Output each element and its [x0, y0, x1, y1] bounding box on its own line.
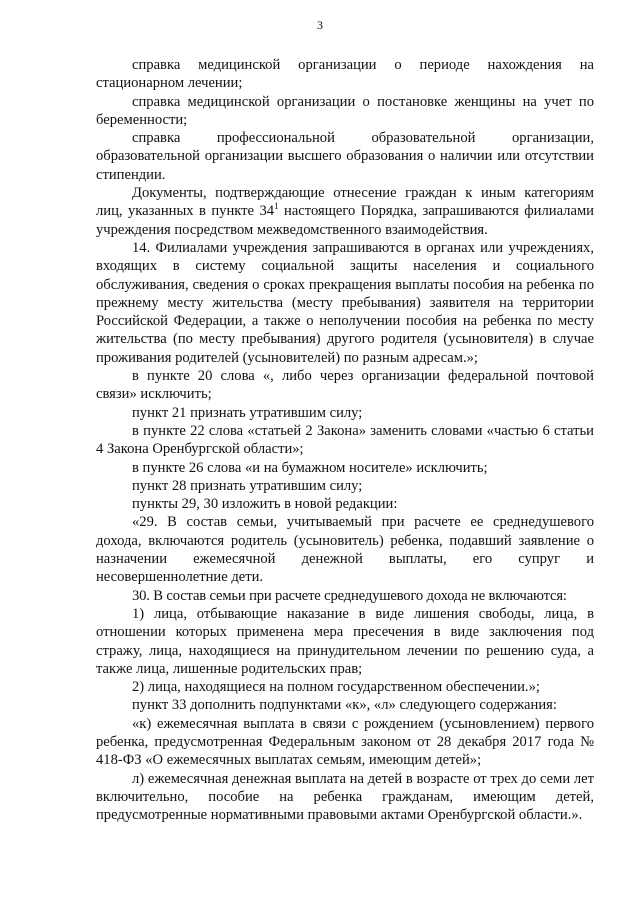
paragraph: л) ежемесячная денежная выплата на детей в возрасте от трех до семи лет включительно, пособие на ребенка гражданам, имеющим детей, предусмотренные нормативными правовыми актами Оренбургской области.». — [96, 770, 594, 824]
document-body — [96, 56, 594, 824]
paragraph-text: настоящего Порядка, запрашиваются филиалами учреждения посредством межведомственного взаимодействия. — [96, 203, 594, 238]
page-number: 3 — [317, 18, 323, 32]
paragraph: 30. В состав семьи при расчете среднедушевого дохода не включаются: — [132, 587, 567, 604]
paragraph: 2) лица, находящиеся на полном государственном обеспечении.»; — [132, 679, 540, 696]
paragraph: пункт 21 признать утратившим силу; — [132, 404, 363, 421]
paragraph: 1) лица, отбывающие наказание в виде лишения свободы, лица, в отношении которых применена мера пресечения в виде заключения под стражу, лица, находящиеся на принудительном лечении по решению суда, а также лица, лишенные родительских прав; — [96, 605, 594, 677]
paragraph: «29. В состав семьи, учитываемый при расчете ее среднедушевого дохода, включаются родитель (усыновитель) ребенка, подавший заявление о назначении ежемесячной денежной выплаты, его супруг и несовершеннолетние дети. — [96, 514, 594, 586]
paragraph: справка медицинской организации о постановке женщины на учет по беременности; — [96, 93, 594, 128]
paragraph: пункт 28 признать утратившим силу; — [132, 477, 363, 494]
paragraph: пункты 29, 30 изложить в новой редакции: — [132, 496, 398, 513]
paragraph: 14. Филиалами учреждения запрашиваются в органах или учреждениях, входящих в систему социальной защиты населения и социального обслуживания, сведения о сроках прекращения выплаты пособия на ребенка по прежнему месту жительства (месту пребывания) заявителя на территории Российской Федерации, а также о неполучении пособия на ребенка по месту жительства (по месту пребывания) другого родителя (усыновителя) в случае проживания родителей (усыновителей) по разным адресам.»; — [96, 239, 594, 366]
paragraph-text: Документы, подтверждающие отнесение граждан к иным категориям лиц, указанных в пункте 34 — [96, 185, 594, 220]
paragraph: в пункте 22 слова «статьей 2 Закона» заменить словами «частью 6 статьи 4 Закона Оренбургской области»; — [96, 422, 594, 458]
paragraph-with-footnote — [96, 184, 594, 239]
paragraph: справка медицинской организации о периоде нахождения на стационарном лечении; — [96, 57, 594, 92]
paragraph: пункт 33 дополнить подпунктами «к», «л» следующего содержания: — [132, 697, 557, 714]
superscript: 1 — [274, 201, 279, 212]
paragraph: справка профессиональной образовательной организации, образовательной организации высшего образования о наличии или отсутствии стипендии. — [96, 130, 594, 183]
paragraph: в пункте 26 слова «и на бумажном носителе» исключить; — [132, 459, 488, 476]
paragraph: «к) ежемесячная выплата в связи с рождением (усыновлением) первого ребенка, предусмотренная Федеральным законом от 28 декабря 2017 года № 418-ФЗ «О ежемесячных выплатах семьям, имеющим детей»; — [96, 715, 594, 769]
paragraph: в пункте 20 слова «, либо через организации федеральной почтовой связи» исключить; — [96, 368, 594, 403]
